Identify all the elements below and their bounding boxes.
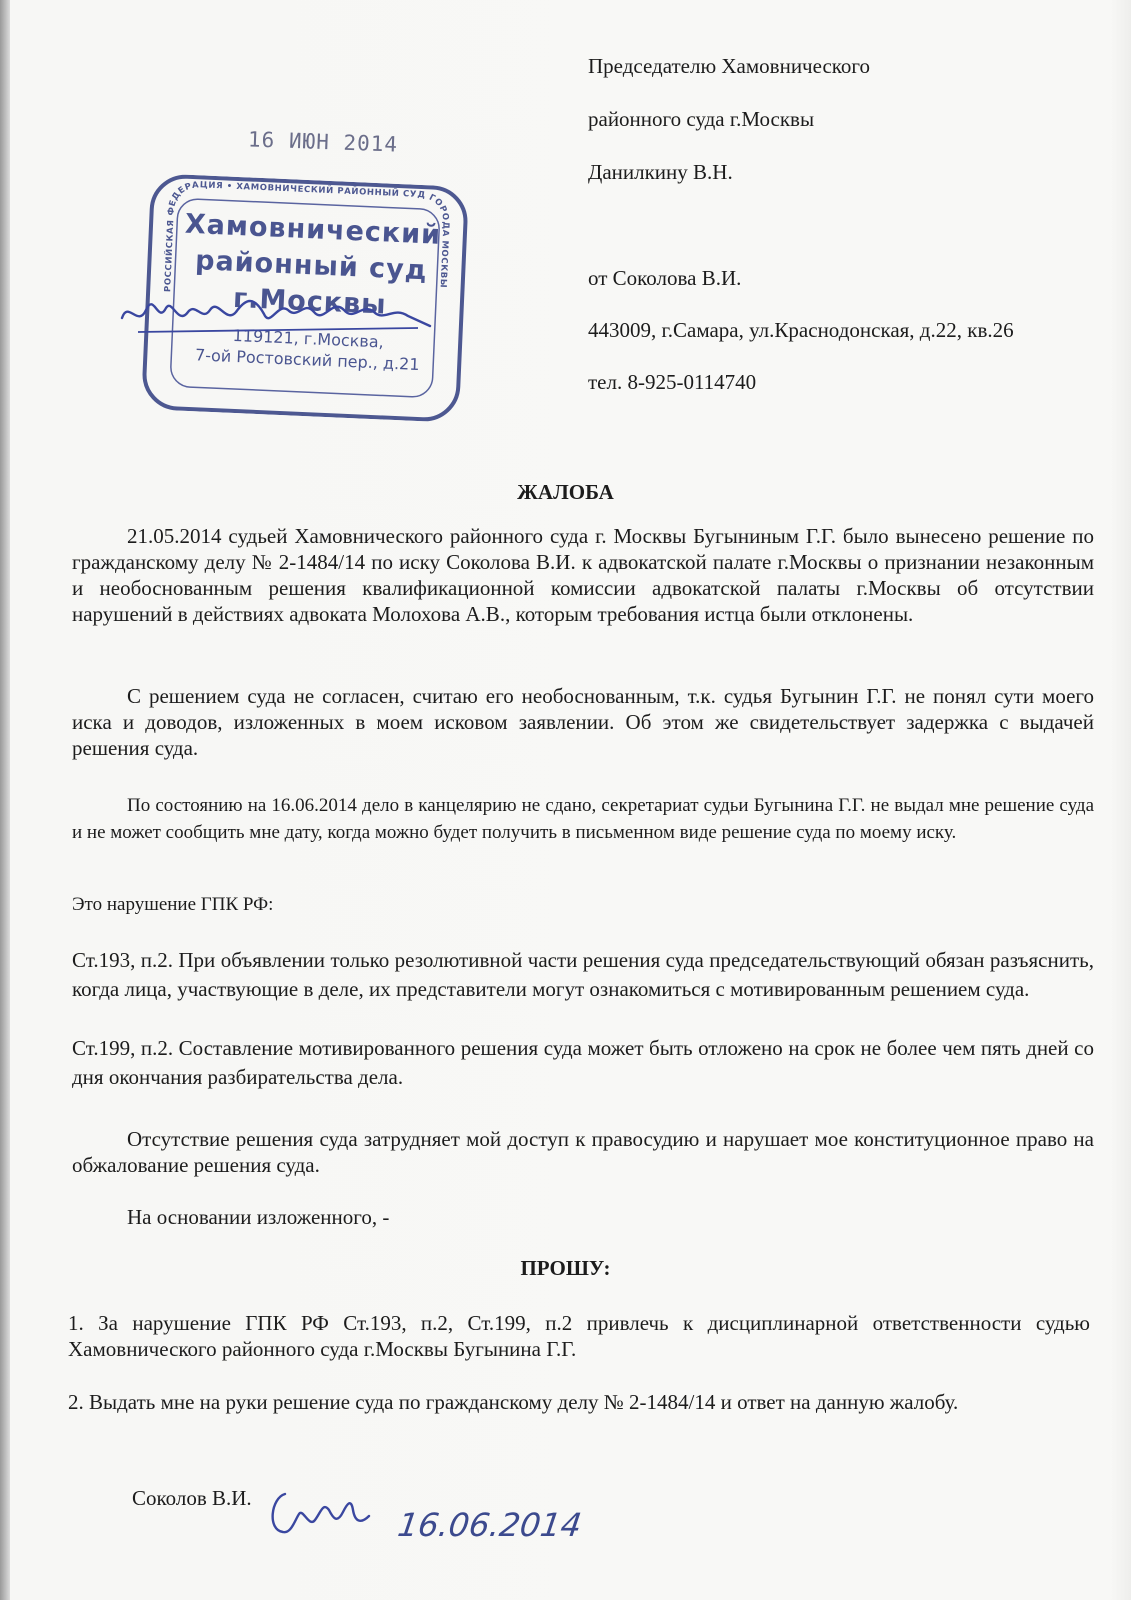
sender-phone: тел. 8-925-0114740 bbox=[588, 370, 757, 394]
stamp-court-line-1: Хамовнический bbox=[184, 208, 442, 251]
stamp-court-line-2: районный суд bbox=[194, 245, 429, 287]
signature-name: Соколов В.И. bbox=[132, 1486, 252, 1510]
scan-edge bbox=[0, 0, 10, 1600]
article-199: Ст.199, п.2. Составление мотивированного решения суда может быть отложено на срок не более чем пять дней со дня окончания разбирательства дела. bbox=[72, 1036, 1094, 1089]
request-1: 1. За нарушение ГПК РФ Ст.193, п.2, Ст.199, п.2 привлечь к дисциплинарной ответственности судью Хамовнического районного суда г.Москвы Бугынина Г.Г. bbox=[68, 1311, 1090, 1361]
addressee-line-3: Данилкину В.Н. bbox=[588, 160, 733, 184]
sender-address: 443009, г.Самара, ул.Краснодонская, д.22, кв.26 bbox=[588, 318, 1014, 342]
stamp-address-line-1: 119121, г.Москва, bbox=[232, 325, 385, 352]
addressee-line-1: Председателю Хамовнического bbox=[588, 54, 871, 78]
received-date-stamp: 16 ИЮН 2014 bbox=[247, 127, 399, 157]
paragraph-8: На основании изложенного, - bbox=[127, 1205, 390, 1229]
article-193: Ст.193, п.2. При объявлении только резолютивной части решения суда председательствующий обязан разъяснить, когда лица, участвующие в деле, их представители могут ознакомиться с мотивированным решением суда. bbox=[72, 948, 1094, 1001]
sender-name: от Соколова В.И. bbox=[588, 266, 742, 290]
stamp-address-line-2: 7-ой Ростовский пер., д.21 bbox=[194, 345, 420, 375]
paragraph-2: С решением суда не согласен, считаю его необоснованным, т.к. судья Бугынин Г.Г. не понял сути моего иска и доводов, изложенных в моем исковом заявлении. Об этом же свидетельствует задержка с выдачей решения суда. bbox=[72, 684, 1094, 760]
request-title: ПРОШУ: bbox=[520, 1256, 611, 1280]
stamp-ring-text: РОССИЙСКАЯ ФЕДЕРАЦИЯ • ХАМОВНИЧЕСКИЙ РАЙОННЫЙ СУД ГОРОДА МОСКВЫ bbox=[163, 180, 451, 293]
stamp-court-line-3: г.Москвы bbox=[232, 282, 388, 321]
paragraph-1: 21.05.2014 судьей Хамовнического районного суда г. Москвы Бугыниным Г.Г. было вынесено решение по гражданскому делу № 2-1484/14 по иску Соколова В.И. к адвокатской палате г.Москвы о признании незаконным и необоснованным решения квалификационной комиссии адвокатской палаты г.Москвы об отсутствии нарушений в действиях адвоката Молохова А.В., которым требования истца были отклонены. bbox=[72, 524, 1094, 626]
signature-date: 16.06.2014 bbox=[395, 1506, 584, 1544]
paragraph-3: По состоянию на 16.06.2014 дело в канцелярию не сдано, секретариат судьи Бугынина Г.Г. не выдал мне решение суда и не может сообщить мне дату, когда можно будет получить в письменном виде решение суда по моему иску. bbox=[72, 795, 1094, 843]
paragraph-4: Это нарушение ГПК РФ: bbox=[72, 894, 274, 915]
request-2: 2. Выдать мне на руки решение суда по гражданскому делу № 2-1484/14 и ответ на данную жалобу. bbox=[68, 1390, 959, 1414]
document-title: ЖАЛОБА bbox=[517, 480, 614, 504]
stamp-handwriting bbox=[118, 288, 438, 348]
paragraph-7: Отсутствие решения суда затрудняет мой доступ к правосудию и нарушает мое конституционное право на обжалование решения суда. bbox=[72, 1127, 1094, 1177]
addressee-line-2: районного суда г.Москвы bbox=[588, 107, 815, 131]
signature-scribble bbox=[265, 1480, 375, 1540]
